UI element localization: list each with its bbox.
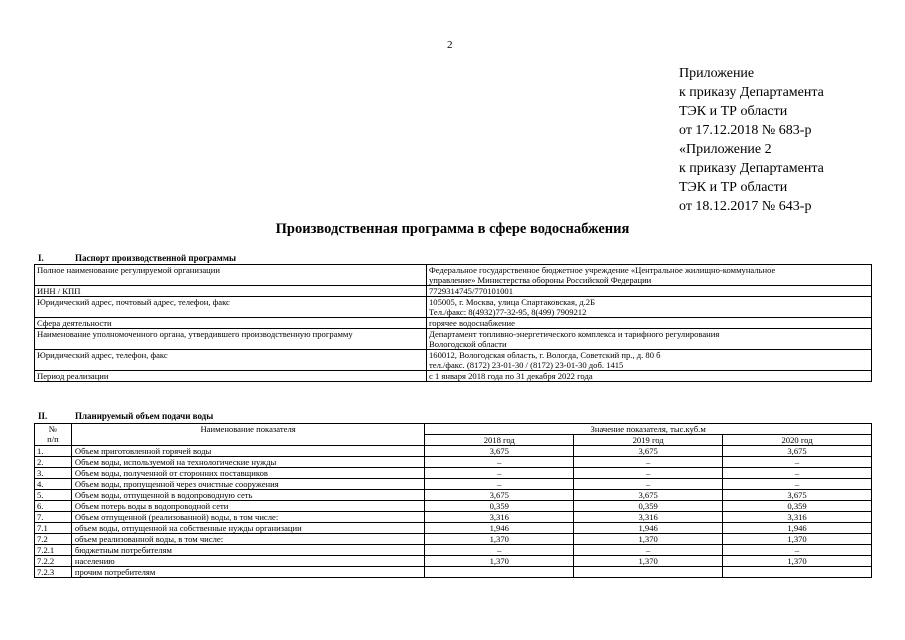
passport-value: [427, 265, 872, 286]
row-value: 3,316: [574, 512, 723, 523]
row-value: 3,675: [574, 490, 723, 501]
table-row: [35, 501, 872, 512]
row-value: 0,359: [723, 501, 872, 512]
row-number: 2.: [35, 457, 72, 468]
row-value: –: [723, 479, 872, 490]
appendix-line: ТЭК и ТР области: [679, 180, 788, 195]
appendix-line: от 18.12.2017 № 643-р: [679, 199, 812, 214]
row-number: 7.: [35, 512, 72, 523]
passport-value: [427, 297, 872, 318]
appendix-block: [679, 64, 824, 216]
header-row: [35, 424, 872, 435]
document-title: Производственная программа в сфере водоснабжения: [275, 221, 630, 237]
row-value: 3,675: [723, 446, 872, 457]
row-number: 1.: [35, 446, 72, 457]
row-number: 7.2.3: [35, 567, 72, 578]
row-value: 1,370: [723, 534, 872, 545]
row-indicator-name: Объем потерь воды в водопроводной сети: [71, 501, 424, 512]
passport-row: [35, 297, 872, 318]
passport-value-line: с 1 января 2018 года по 31 декабря 2022 года: [429, 371, 593, 381]
row-indicator-name: Объем отпущенной (реализованной) воды, в том числе:: [71, 512, 424, 523]
passport-value-line: 7729314745/770101001: [429, 286, 514, 296]
section-1-number: I.: [38, 253, 44, 263]
passport-row: [35, 371, 872, 382]
row-value: –: [574, 545, 723, 556]
header-values-title: Значение показателя, тыс.куб.м: [425, 424, 872, 435]
appendix-line: «Приложение 2: [679, 142, 772, 157]
row-value: 3,316: [723, 512, 872, 523]
row-value: –: [723, 468, 872, 479]
row-value: –: [574, 468, 723, 479]
row-value: 0,359: [425, 501, 574, 512]
row-indicator-name: Объем приготовленной горячей воды: [71, 446, 424, 457]
passport-value-line: 160012, Вологодская область, г. Вологда, Советский пр., д. 80 б: [429, 350, 661, 360]
passport-table-body: [35, 265, 872, 382]
row-number: 3.: [35, 468, 72, 479]
row-value: [723, 567, 872, 578]
row-value: 3,675: [425, 490, 574, 501]
row-indicator-name: прочим потребителям: [71, 567, 424, 578]
row-value: 1,946: [574, 523, 723, 534]
appendix-line: от 17.12.2018 № 683-р: [679, 123, 812, 138]
row-value: [574, 567, 723, 578]
row-indicator-name: Объем воды, используемой на технологические нужды: [71, 457, 424, 468]
row-value: [425, 567, 574, 578]
water-volume-table-header: [35, 424, 872, 446]
appendix-line: к приказу Департамента: [679, 85, 824, 100]
passport-value-line: Вологодской области: [429, 339, 507, 349]
section-2-title: Планируемый объем подачи воды: [75, 411, 214, 421]
water-volume-table-body: [35, 446, 872, 578]
table-row: [35, 567, 872, 578]
row-value: 3,675: [723, 490, 872, 501]
row-indicator-name: объем реализованной воды, в том числе:: [71, 534, 424, 545]
row-value: 3,675: [574, 446, 723, 457]
row-value: –: [425, 545, 574, 556]
table-row: [35, 490, 872, 501]
row-value: 1,370: [574, 556, 723, 567]
row-value: 3,316: [425, 512, 574, 523]
passport-value-line: Тел./факс: 8(4932)77-32-95, 8(499) 7909212: [429, 307, 587, 317]
header-year: 2018 год: [425, 435, 574, 446]
row-value: 1,370: [574, 534, 723, 545]
passport-value-line: Федеральное государственное бюджетное учреждение «Центральное жилищно-коммунальное: [429, 265, 776, 275]
row-indicator-name: Объем воды, полученной от сторонних поставщиков: [71, 468, 424, 479]
table-row: [35, 446, 872, 457]
row-value: 1,370: [425, 556, 574, 567]
table-row: [35, 479, 872, 490]
row-number: 4.: [35, 479, 72, 490]
passport-row: [35, 265, 872, 286]
passport-value: [427, 350, 872, 371]
row-indicator-name: объем воды, отпущенной на собственные нужды организации: [71, 523, 424, 534]
page-number: 2: [447, 39, 453, 51]
section-2-number: II.: [38, 411, 48, 421]
section-1-heading: [36, 253, 236, 263]
table-row: [35, 545, 872, 556]
row-value: –: [574, 457, 723, 468]
row-value: 1,946: [425, 523, 574, 534]
header-year: 2020 год: [723, 435, 872, 446]
row-value: –: [425, 479, 574, 490]
header-name-cell: Наименование показателя: [71, 424, 424, 446]
passport-row: [35, 329, 872, 350]
row-value: –: [723, 457, 872, 468]
passport-table: [34, 264, 872, 382]
row-value: 1,370: [425, 534, 574, 545]
row-number: 7.1: [35, 523, 72, 534]
row-number: 6.: [35, 501, 72, 512]
row-value: –: [574, 479, 723, 490]
row-indicator-name: населению: [71, 556, 424, 567]
passport-value: [427, 329, 872, 350]
passport-key: Полное наименование регулируемой организации: [35, 265, 427, 286]
row-value: 3,675: [425, 446, 574, 457]
passport-value: [427, 286, 872, 297]
passport-row: [35, 350, 872, 371]
row-value: –: [425, 468, 574, 479]
section-2-heading: [36, 411, 213, 421]
passport-key: Наименование уполномоченного органа, утвердившего производственную программу: [35, 329, 427, 350]
row-number: 5.: [35, 490, 72, 501]
row-value: –: [723, 545, 872, 556]
header-year: 2019 год: [574, 435, 723, 446]
row-value: 0,359: [574, 501, 723, 512]
header-number-line: №: [48, 424, 58, 434]
water-volume-table: [34, 423, 872, 578]
passport-value: [427, 318, 872, 329]
passport-key: Сфера деятельности: [35, 318, 427, 329]
appendix-line: ТЭК и ТР области: [679, 104, 788, 119]
table-row: [35, 457, 872, 468]
passport-value-line: горячее водоснабжение: [429, 318, 515, 328]
passport-key: Юридический адрес, телефон, факс: [35, 350, 427, 371]
passport-value-line: 105005, г. Москва, улица Спартаковская, д.2Б: [429, 297, 596, 307]
row-number: 7.2.2: [35, 556, 72, 567]
row-value: –: [425, 457, 574, 468]
row-number: 7.2.1: [35, 545, 72, 556]
table-row: [35, 556, 872, 567]
row-indicator-name: Объем воды, пропущенной через очистные сооружения: [71, 479, 424, 490]
passport-key: ИНН / КПП: [35, 286, 427, 297]
appendix-line: к приказу Департамента: [679, 161, 824, 176]
passport-key: Период реализации: [35, 371, 427, 382]
row-value: 1,370: [723, 556, 872, 567]
passport-value-line: тел./факс. (8172) 23-01-30 / (8172) 23-01-30 доб. 1415: [429, 360, 624, 370]
table-row: [35, 468, 872, 479]
passport-row: [35, 286, 872, 297]
header-number-cell: [35, 424, 72, 446]
row-indicator-name: Объем воды, отпущенной в водопроводную сеть: [71, 490, 424, 501]
header-number-line: п/п: [47, 434, 59, 444]
appendix-line: Приложение: [679, 66, 755, 81]
table-row: [35, 512, 872, 523]
passport-value-line: Департамент топливно-энергетического комплекса и тарифного регулирования: [429, 329, 720, 339]
passport-key: Юридический адрес, почтовый адрес, телефон, факс: [35, 297, 427, 318]
table-row: [35, 534, 872, 545]
section-1-title: Паспорт производственной программы: [75, 253, 236, 263]
row-indicator-name: бюджетным потребителям: [71, 545, 424, 556]
row-value: 1,946: [723, 523, 872, 534]
passport-value-line: управление» Министерства обороны Российской Федерации: [429, 275, 652, 285]
table-row: [35, 523, 872, 534]
passport-row: [35, 318, 872, 329]
passport-value: [427, 371, 872, 382]
row-number: 7.2: [35, 534, 72, 545]
